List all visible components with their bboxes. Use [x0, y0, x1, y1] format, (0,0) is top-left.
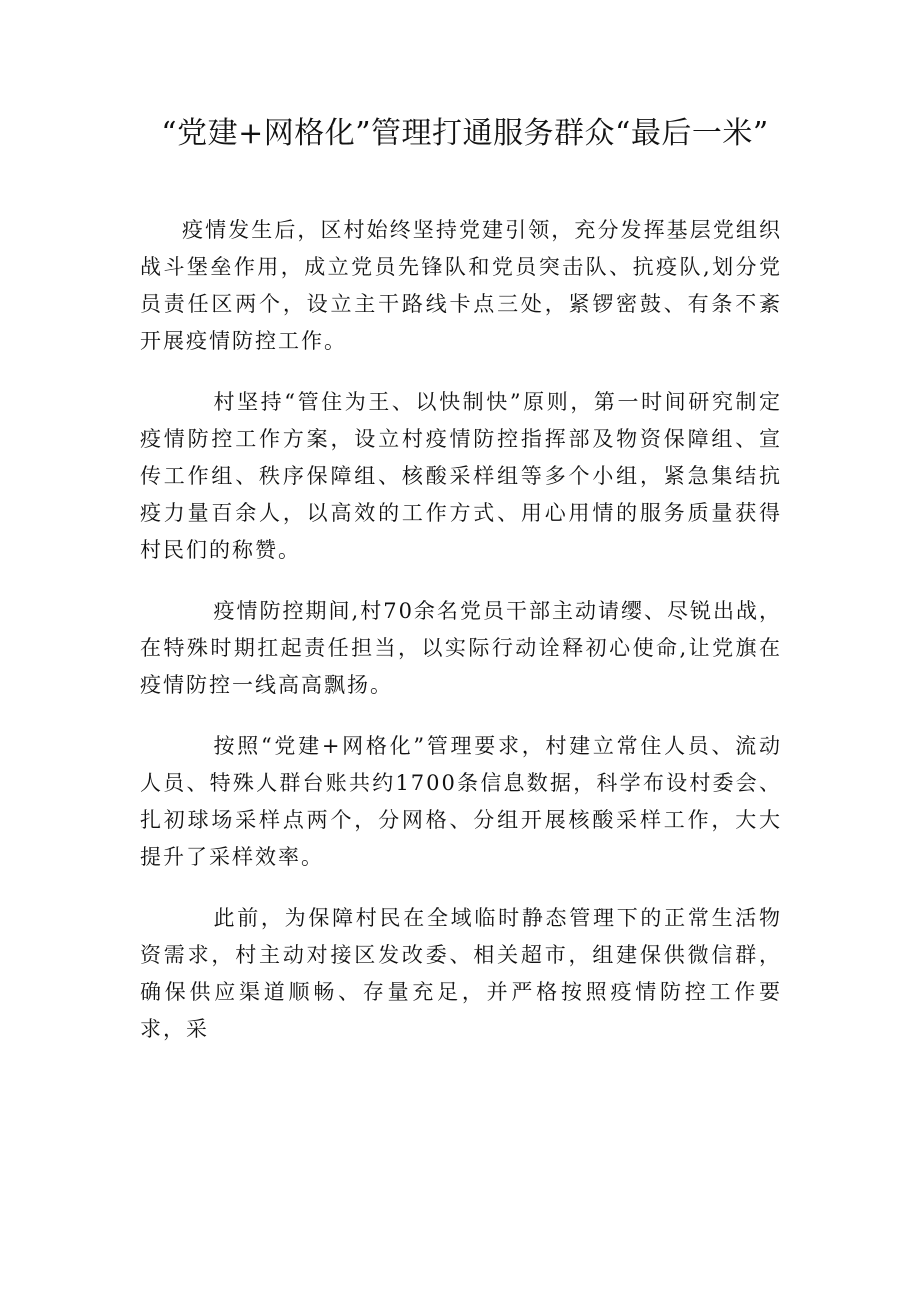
paragraph-3: 疫情防控期间,村70余名党员干部主动请缨、尽锐出战，在特殊时期扛起责任担当，以实际行动诠释初心使命,让党旗在疫情防控一线高高飘扬。: [140, 599, 782, 697]
document-title: “党建+网格化”管理打通服务群众“最后一米”: [161, 116, 769, 151]
paragraph-5: 此前，为保障村民在全域临时静态管理下的正常生活物资需求，村主动对接区发改委、相关超市，组建保供微信群，确保供应渠道顺畅、存量充足，并严格按照疫情防控工作要求，采: [140, 906, 782, 1041]
paragraph-1: 疫情发生后，区村始终坚持党建引领，充分发挥基层党组织战斗堡垒作用，成立党员先锋队和党员突击队、抗疫队,划分党员责任区两个，设立主干路线卡点三处，紧锣密鼓、有条不紊开展疫情防控工作。: [140, 218, 782, 353]
paragraph-4: 按照“党建+网格化”管理要求，村建立常住人员、流动人员、特殊人群台账共约1700条信息数据，科学布设村委会、扎初球场采样点两个，分网格、分组开展核酸采样工作，大大提升了采样效率。: [140, 734, 782, 869]
document-body: [140, 212, 782, 1072]
paragraph-2: 村坚持“管住为王、以快制快”原则，第一时间研究制定疫情防控工作方案，设立村疫情防控指挥部及物资保障组、宣传工作组、秩序保障组、核酸采样组等多个小组，紧急集结抗疫力量百余人，以高效的工作方式、用心用情的服务质量获得村民们的称赞。: [140, 390, 782, 562]
